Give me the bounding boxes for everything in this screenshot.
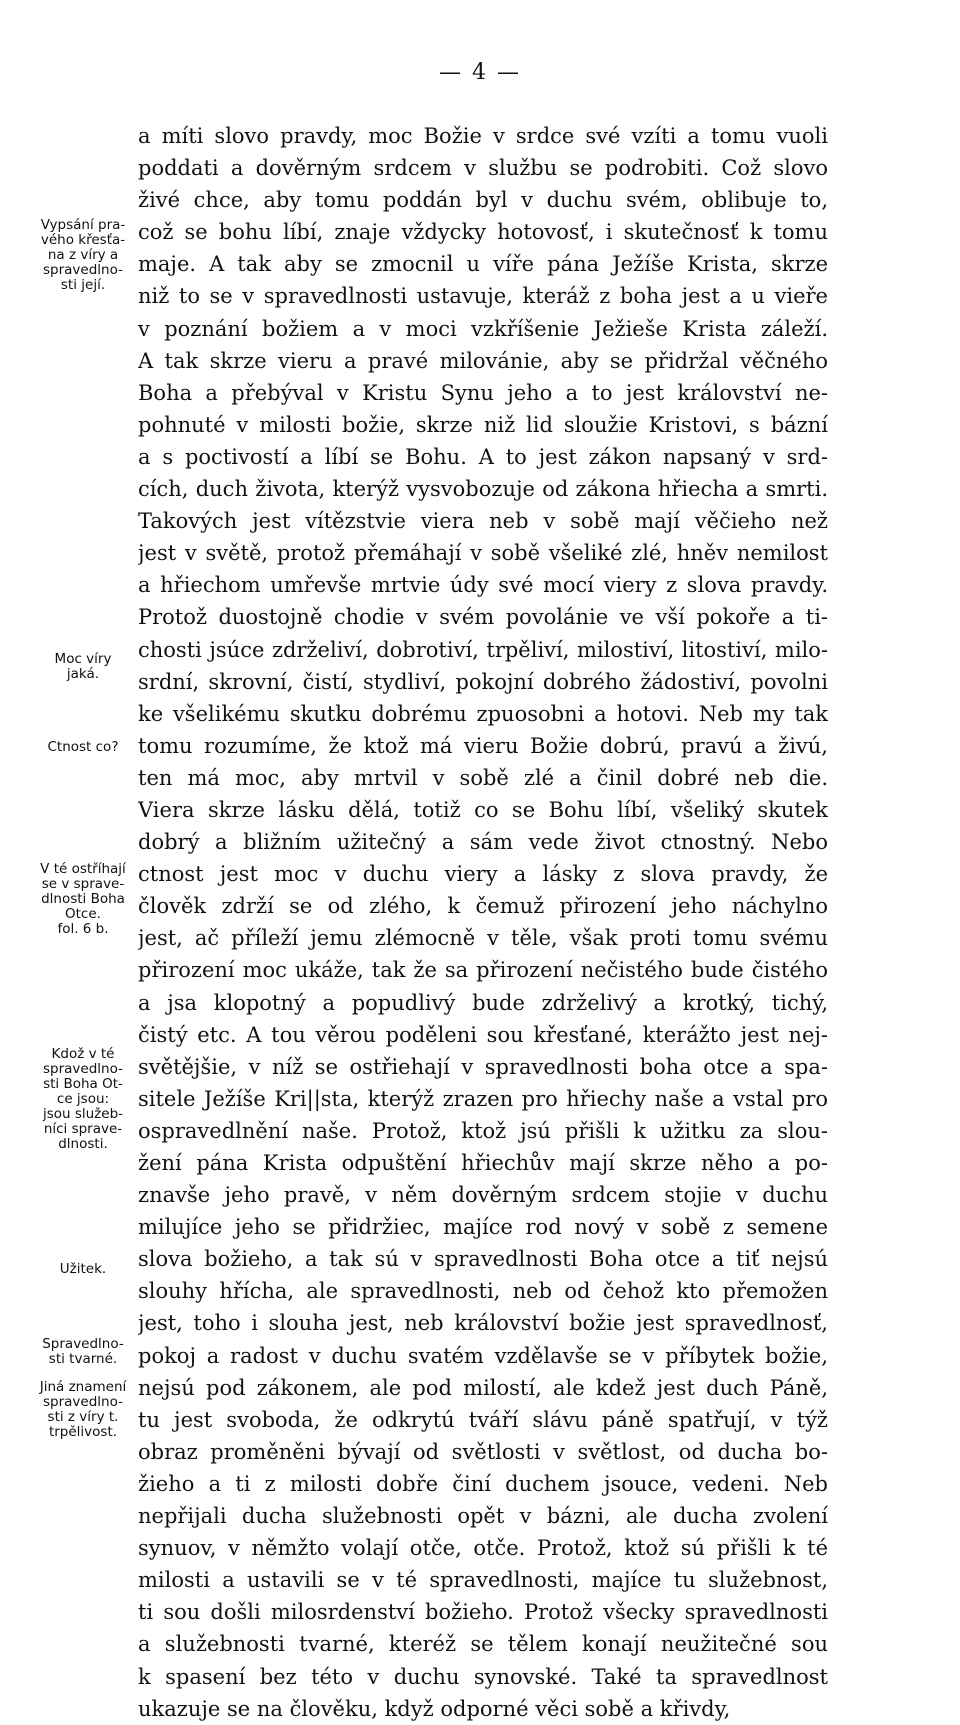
margin-note-line: Ctnost co?: [47, 739, 119, 755]
text-line: což se bohu líbí, znaje vždycky hotovosť, i skutečnosť k tomu: [138, 220, 828, 245]
margin-note-line: Užitek.: [59, 1261, 107, 1277]
margin-note: [26, 1262, 140, 1277]
text-line: synuov, v němžto volají otče, otče. Protož, ktož sú přišli k té: [138, 1536, 828, 1561]
text-line: chosti jsúce zdrželiví, dobrotiví, trpěliví, milostiví, litostiví, milo-: [138, 637, 828, 662]
text-line: pohnuté v milosti božie, skrze niž lid sloužie Kristovi, s bázní: [138, 412, 828, 437]
text-line: milujíce jeho se přidržiec, majíce rod nový v sobě z semene: [138, 1215, 828, 1240]
margin-note: [26, 218, 140, 293]
text-line: Boha a přebýval v Kristu Synu jeho a to jest království ne-: [138, 380, 828, 405]
text-line: obraz proměněni bývají od světlosti v světlost, od ducha bo-: [138, 1439, 828, 1464]
text-line: jest, ač příleží jemu zlémocně v těle, však proti tomu svému: [138, 926, 828, 951]
margin-note: [26, 862, 140, 937]
margin-note-line: na z víry a: [47, 247, 119, 263]
text-line: nejsú pod zákonem, ale pod milostí, ale kdež jest duch Páně,: [138, 1375, 828, 1400]
margin-note-line: trpělivost.: [48, 1424, 118, 1440]
text-line: ti sou došli milosrdenství božieho. Protož všecky spravedlnosti: [138, 1600, 828, 1625]
text-line: tomu rozumíme, že ktož má vieru Božie dobrú, pravú a živú,: [138, 733, 828, 758]
margin-note-line: Moc víry: [54, 651, 112, 667]
text-line: žení pána Krista odpuštění hřiechův mají skrze něho a po-: [138, 1151, 828, 1175]
margin-note-line: Otce.: [65, 906, 101, 922]
text-line: niž to se v spravedlnosti ustavuje, kteráž z boha jest a u vieře: [138, 284, 828, 309]
margin-note-line: dlnosti Boha: [41, 891, 125, 907]
text-line: sitele Ježíše Kri||sta, kterýž zrazen pro hřiechy naše a vstal pro: [138, 1086, 828, 1111]
margin-note-line: sti Boha Ot-: [43, 1076, 123, 1092]
margin-note-line: Kdož v té: [51, 1046, 115, 1062]
margin-note-line: jaká.: [66, 666, 100, 682]
text-line: světějšie, v níž se ostřiehají v spravedlnosti boha otce a spa-: [138, 1054, 828, 1079]
text-line: slova božieho, a tak sú v spravedlnosti Boha otce a tiť nejsú: [138, 1247, 828, 1272]
text-line: ctnost jest moc v duchu viery a lásky z slova pravdy, že: [138, 862, 828, 887]
margin-note-line: Spravedlno-: [42, 1336, 124, 1352]
text-line: pokoj a radost v duchu svatém vzdělavše se v příbytek božie,: [138, 1343, 828, 1368]
margin-note: [26, 1380, 140, 1440]
margin-note-line: sti tvarné.: [48, 1351, 118, 1367]
text-line: ospravedlnění naše. Protož, ktož jsú přišli k užitku za slou-: [138, 1118, 828, 1143]
margin-note-line: dlnosti.: [58, 1136, 108, 1152]
margin-note-line: vého křesťa-: [40, 232, 126, 248]
text-line: čistý etc. A tou věrou poděleni sou křesťané, kterážto jest nej-: [138, 1022, 828, 1047]
margin-note: [26, 652, 140, 682]
margin-note-line: spravedlno-: [43, 1061, 123, 1077]
margin-note: [26, 1337, 140, 1367]
text-line: a služebnosti tvarné, kteréž se tělem konají neužitečné sou: [138, 1632, 828, 1657]
text-line: ten má moc, aby mrtvil v sobě zlé a činil dobré neb die.: [138, 765, 828, 790]
text-line: jest, toho i slouha jest, neb království božie jest spravedlnosť,: [138, 1311, 828, 1336]
margin-note-line: ce jsou:: [56, 1091, 110, 1107]
text-line: nepřijali ducha služebnosti opět v bázni, ale ducha zvolení: [138, 1504, 828, 1529]
text-line: v poznání božiem a v moci vzkříšenie Ježieše Krista záleží.: [138, 316, 828, 341]
margin-note-line: sti z víry t.: [47, 1409, 119, 1425]
text-line: a míti slovo pravdy, moc Božie v srdce své vzíti a tomu vuoli: [138, 124, 828, 148]
margin-note: [26, 1047, 140, 1152]
text-line: a s poctivostí a líbí se Bohu. A to jest zákon napsaný v srd-: [138, 444, 828, 469]
text-line: znavše jeho pravě, v něm dověrným srdcem stojie v duchu: [138, 1183, 828, 1208]
margin-note-line: sti její.: [60, 277, 106, 293]
text-line: milosti a ustavili se v té spravedlnosti, majíce tu služebnost,: [138, 1568, 828, 1593]
text-line: ke všelikému skutku dobrému zpuosobni a hotovi. Neb my tak: [138, 701, 828, 726]
body-text: [138, 120, 828, 1725]
page-number: — 4 —: [439, 60, 521, 85]
text-line: přirození moc ukáže, tak že sa přirození nečistého bude čistého: [138, 958, 828, 983]
margin-note-line: jsou služeb-: [42, 1106, 124, 1122]
margin-note-line: se v sprave-: [41, 876, 125, 892]
text-line: živé chce, aby tomu poddán byl v duchu svém, oblibuje to,: [138, 188, 828, 213]
text-line: tu jest svoboda, že odkrytú tváří slávu páně spatřují, v týž: [138, 1407, 828, 1432]
text-line: srdní, skrovní, čistí, stydliví, pokojní dobrého žádostiví, povolni: [138, 669, 828, 694]
text-line: jest v světě, protož přemáhají v sobě všeliké zlé, hněv nemilost: [138, 541, 828, 566]
text-line: slouhy hřícha, ale spravedlnosti, neb od čehož kto přemožen: [138, 1279, 828, 1304]
margin-note-line: níci sprave-: [43, 1121, 123, 1137]
margin-note-line: Vypsání pra-: [40, 217, 126, 233]
text-line: ukazuje se na člověku, když odporné věci sobě a křivdy,: [138, 1696, 731, 1721]
text-line: dobrý a bližním užitečný a sám vede život ctnostný. Nebo: [138, 830, 828, 855]
text-line: Viera skrze lásku dělá, totiž co se Bohu líbí, všeliký skutek: [138, 797, 828, 822]
margin-note-line: spravedlno-: [43, 1394, 123, 1410]
text-line: a jsa klopotný a popudlivý bude zdrželivý a krotký, tichý,: [138, 990, 828, 1015]
text-line: A tak skrze vieru a pravé milovánie, aby se přidržal věčného: [138, 348, 828, 373]
margin-note-line: Jiná znamení: [39, 1379, 127, 1395]
text-line: maje. A tak aby se zmocnil u víře pána Ježíše Krista, skrze: [138, 252, 828, 277]
text-line: Takových jest vítězstvie viera neb v sobě mají věčieho než: [138, 509, 828, 534]
margin-note: [26, 740, 140, 755]
margin-note-line: fol. 6 b.: [57, 921, 109, 937]
text-line: člověk zdrží se od zlého, k čemuž přirození jeho náchylno: [138, 894, 828, 919]
margin-note-line: spravedlno-: [43, 262, 123, 278]
text-line: cích, duch života, kterýž vysvobozuje od zákona hřiecha a smrti.: [138, 477, 828, 502]
margin-note-line: V té ostříhají: [40, 861, 126, 877]
text-line: k spasení bez této v duchu synovské. Také ta spravedlnost: [138, 1664, 828, 1689]
text-line: Protož duostojně chodie v svém povolánie ve vší pokoře a ti-: [138, 605, 828, 630]
text-line: poddati a dověrným srdcem v službu se podrobiti. Což slovo: [138, 156, 828, 181]
text-line: a hřiechom umřevše mrtvie údy své mocí viery z slova pravdy.: [138, 573, 828, 598]
text-line: žieho a ti z milosti dobře činí duchem jsouce, vedeni. Neb: [138, 1471, 828, 1496]
